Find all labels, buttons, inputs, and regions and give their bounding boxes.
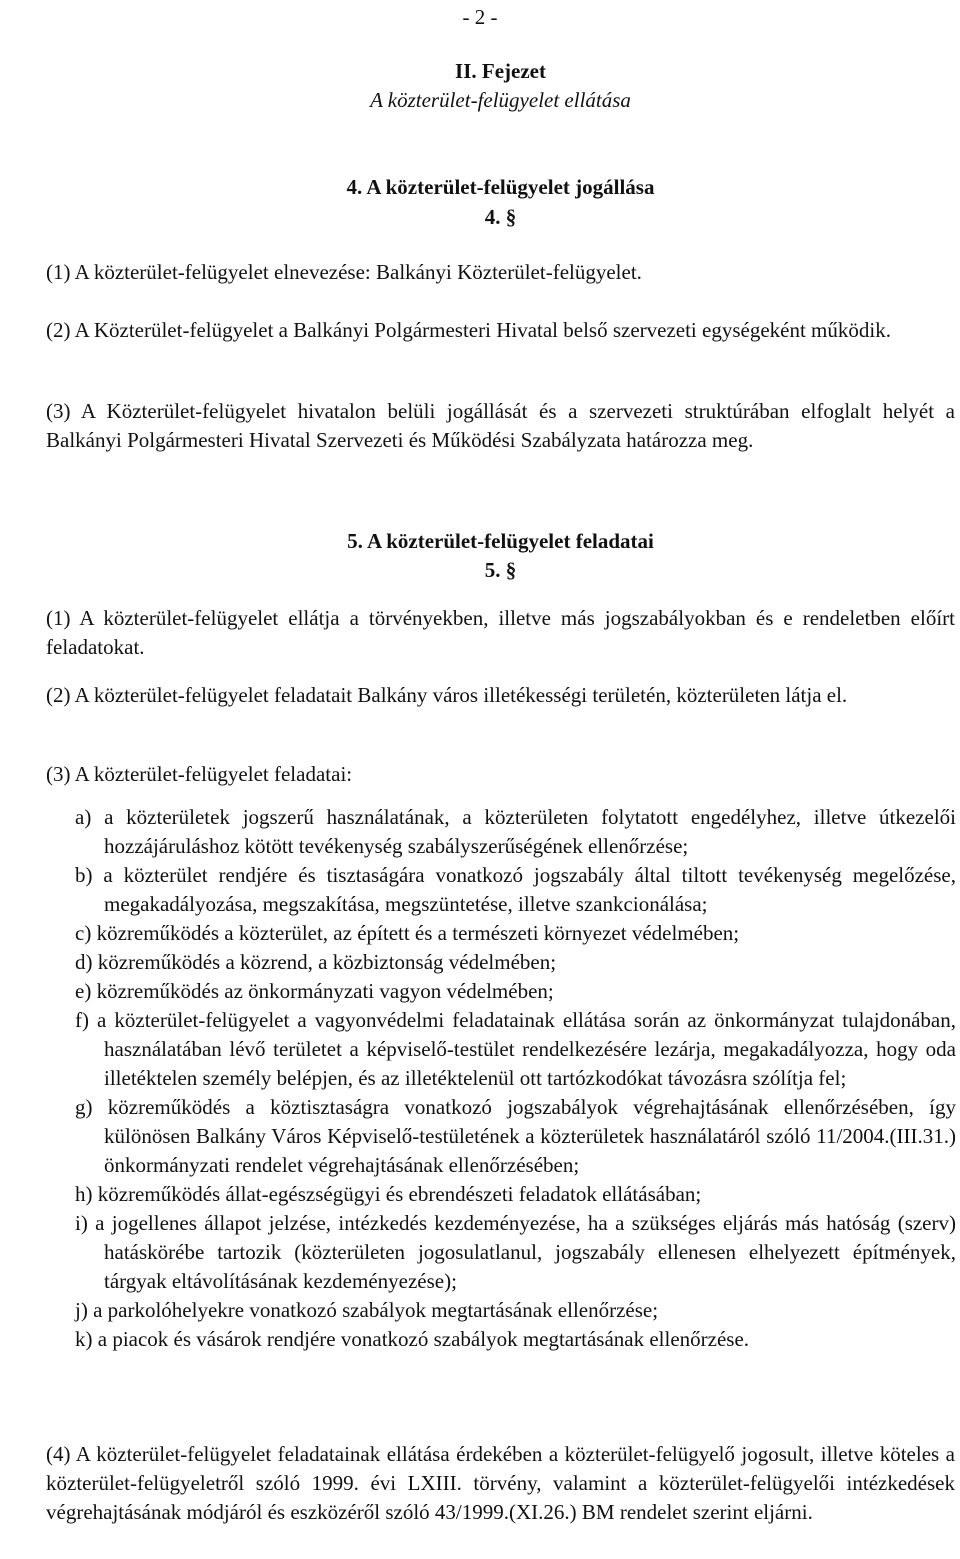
section-4-heading: 4. A közterület-felügyelet jogállása [346, 175, 655, 199]
list-item: c) közreműködés a közterület, az épített és a természeti környezet védelmében; [75, 921, 740, 945]
chapter-title: II. Fejezet [455, 59, 546, 83]
section-5-point-2: (2) A közterület-felügyelet feladatait Balkány város illetékességi területén, közterületen látja el. [46, 683, 848, 707]
list-item: a) a közterületek jogszerű használatának, a közterületen folytatott engedélyhez, illetve útkezelői hozzájáruláshoz kötött tevékenység szabályszerűségének ellenőrzése; [75, 805, 956, 858]
list-item: g) közreműködés a köztisztaságra vonatkozó jogszabályok végrehajtásának ellenőrzésében, így különösen Balkány Város Képviselő-testületének a közterületek használatáról szóló 11/2004.(III.31.) önkormányzati rendelet végrehajtásának ellenőrzésében; [75, 1095, 956, 1177]
section-4-point-2: (2) A Közterület-felügyelet a Balkányi Polgármesteri Hivatal belső szervezeti egységeként működik. [46, 318, 891, 342]
chapter-subtitle: A közterület-felügyelet ellátása [370, 88, 631, 112]
section-5-heading: 5. A közterület-felügyelet feladatai [347, 529, 654, 553]
section-5-point-1: (1) A közterület-felügyelet ellátja a törvényekben, illetve más jogszabályokban és e rendeletben előírt feladatokat. [46, 606, 955, 659]
section-4-paragraph-sign: 4. § [484, 205, 517, 229]
list-item: d) közreműködés a közrend, a közbiztonság védelmében; [75, 950, 557, 974]
page-number: - 2 - [462, 5, 498, 29]
duties-list [75, 803, 956, 1354]
list-item: i) a jogellenes állapot jelzése, intézkedés kezdeményezése, ha a szükséges eljárás más hatóság (szerv) hatáskörébe tartozik (közterületen jogosulatlanul, jogszabály ellenesen elhelyezett építmények, tárgyak eltávolításának kezdeményezése); [75, 1211, 956, 1293]
section-5-paragraph-sign: 5. § [484, 558, 517, 582]
section-4-point-3: (3) A Közterület-felügyelet hivatalon belüli jogállását és a szervezeti struktúrában elfoglalt helyét a Balkányi Polgármesteri Hivatal Szervezeti és Működési Szabályzata határozza meg. [46, 399, 955, 452]
list-item: k) a piacok és vásárok rendjére vonatkozó szabályok megtartásának ellenőrzése. [75, 1327, 750, 1351]
list-item: f) a közterület-felügyelet a vagyonvédelmi feladatainak ellátása során az önkormányzat tulajdonában, használatában lévő területet a képviselő-testület rendelkezésére lezárja, megakadályozza, hogy oda illetéktelen személy belépjen, és az illetéktelenül ott tartózkodókat távozásra szólítja fel; [75, 1008, 956, 1090]
section-5-point-3: (3) A közterület-felügyelet feladatai: [46, 762, 353, 786]
list-item: e) közreműködés az önkormányzati vagyon védelmében; [75, 979, 554, 1003]
section-4-point-1: (1) A közterület-felügyelet elnevezése: Balkányi Közterület-felügyelet. [46, 260, 642, 284]
list-item: h) közreműködés állat-egészségügyi és ebrendészeti feladatok ellátásában; [75, 1182, 702, 1206]
list-item: b) a közterület rendjére és tisztaságára vonatkozó jogszabály által tiltott tevékenység megelőzése, megakadályozása, megszakítása, megszüntetése, illetve szankcionálása; [75, 863, 956, 916]
section-5-point-4: (4) A közterület-felügyelet feladatainak ellátása érdekében a közterület-felügyelő jogosult, illetve köteles a közterület-felügyeletről szóló 1999. évi LXIII. törvény, valamint a közterület-felügyelői intézkedések végrehajtásának módjáról és eszközéről szóló 43/1999.(XI.26.) BM rendelet szerint eljárni. [46, 1442, 955, 1524]
list-item: j) a parkolóhelyekre vonatkozó szabályok megtartásának ellenőrzése; [75, 1298, 659, 1322]
